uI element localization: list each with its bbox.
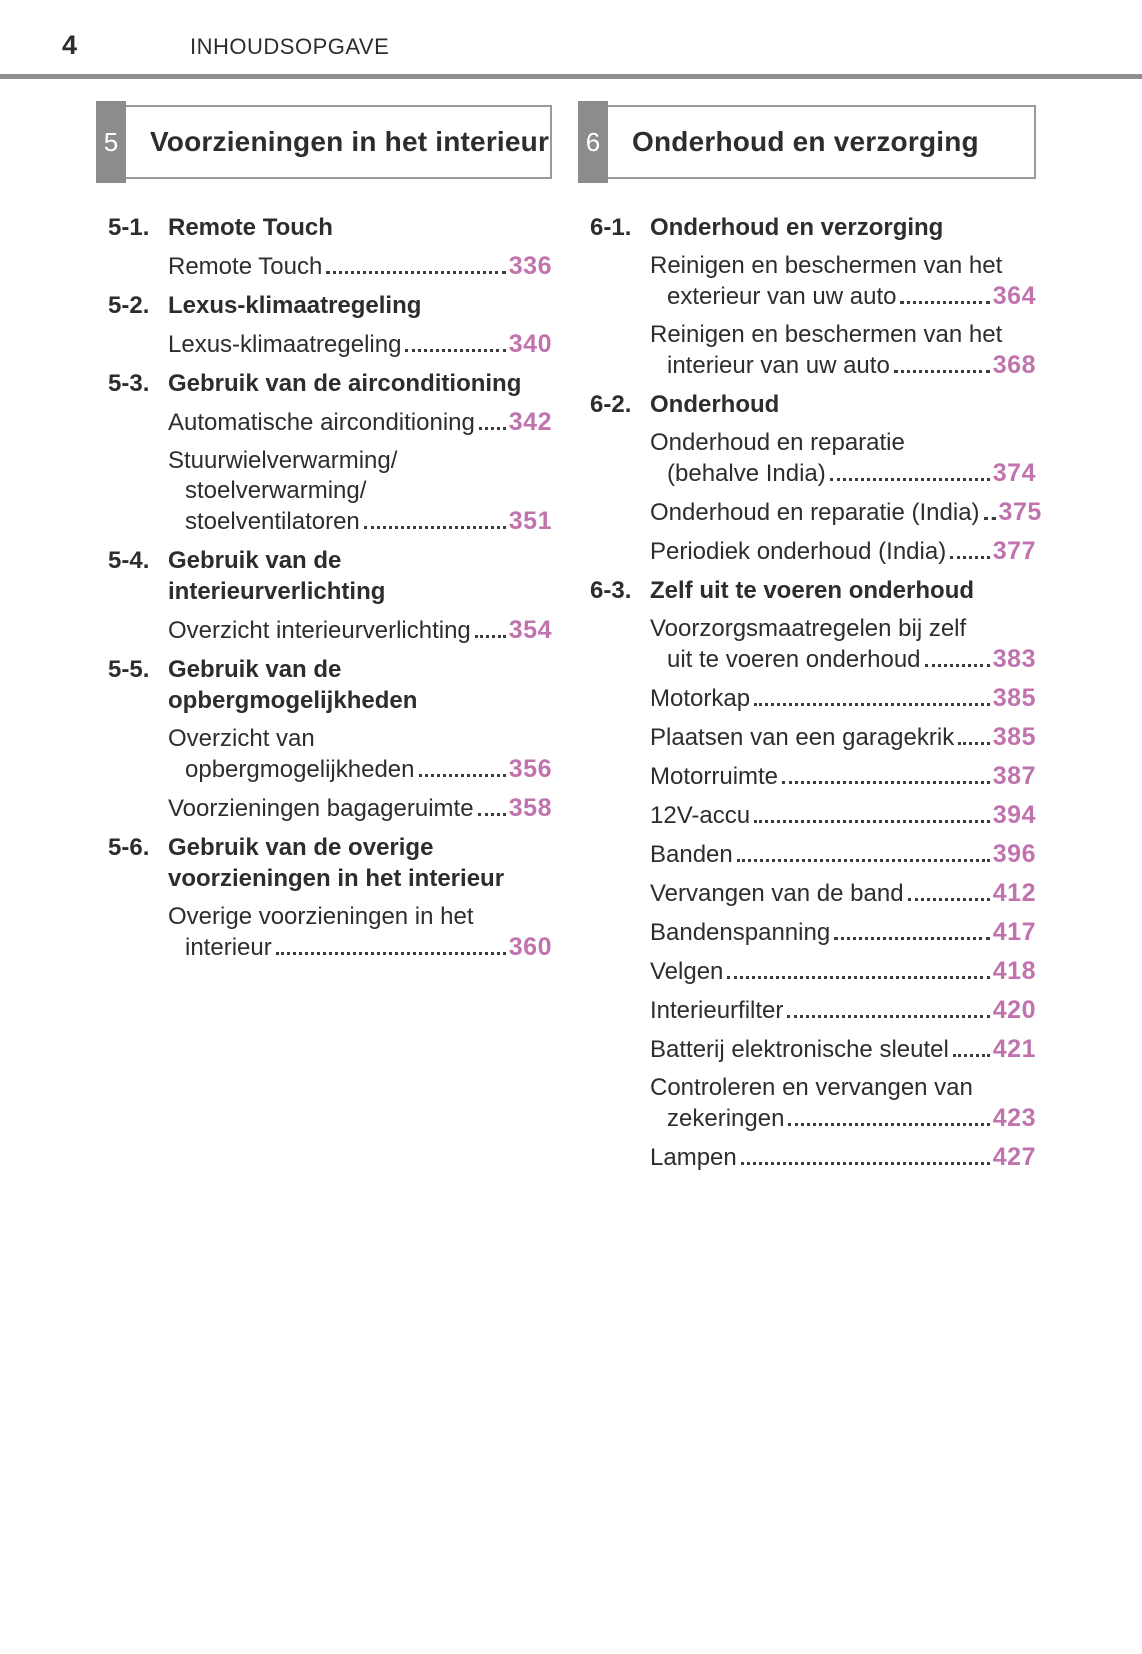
section-body (168, 290, 552, 368)
entry-text: uit te voeren onderhoud (667, 646, 921, 673)
dot-leader (741, 1162, 990, 1165)
toc-section (578, 212, 1036, 389)
chapter-number: 5 (103, 127, 119, 157)
toc-entry[interactable] (650, 1142, 1036, 1173)
entry-page-number: 394 (992, 801, 1036, 829)
toc-section (96, 212, 552, 290)
entry-line-with-page (650, 350, 1036, 381)
toc-entry[interactable] (650, 614, 1036, 675)
toc-column-chapter-5 (96, 105, 552, 1181)
entry-page-number: 358 (508, 794, 552, 822)
section-title-line: Gebruik van de airconditioning (168, 370, 522, 397)
section-number: 5-4. (108, 547, 150, 574)
toc-entry[interactable] (650, 722, 1036, 753)
toc-entry[interactable] (650, 917, 1036, 948)
entry-text: exterieur van uw auto (667, 283, 897, 310)
entry-text: Interieurfilter (650, 997, 784, 1024)
section-title-line: voorzieningen in het interieur (168, 865, 505, 892)
entry-text: Periodiek onderhoud (India) (650, 538, 947, 565)
toc-section (96, 368, 552, 545)
entry-page-number: 342 (508, 408, 552, 436)
entry-line: Reinigen en beschermen van het (650, 252, 1003, 279)
dot-leader (925, 664, 990, 667)
entry-line: Overzicht van (168, 725, 315, 752)
toc-section (578, 389, 1042, 575)
section-title (168, 212, 552, 243)
entry-page-number: 364 (992, 282, 1036, 310)
section-number: 5-6. (108, 834, 150, 861)
toc-entry[interactable] (650, 761, 1036, 792)
toc-entry[interactable] (650, 1034, 1036, 1065)
entry-page-number: 356 (508, 755, 552, 783)
entry-text: Velgen (650, 958, 724, 985)
toc-section (96, 545, 552, 654)
dot-leader (419, 774, 506, 777)
entry-page-number: 377 (992, 537, 1036, 565)
section-title (650, 212, 1036, 243)
section-title-line: Lexus-klimaatregeling (168, 292, 422, 319)
entry-line: Stuurwielverwarming/ (168, 447, 398, 474)
entry-line-with-page (650, 956, 1036, 987)
dot-leader (782, 781, 990, 784)
entry-text: Banden (650, 841, 733, 868)
toc-entry[interactable] (650, 683, 1036, 714)
entry-line: Reinigen en beschermen van het (650, 321, 1003, 348)
entry-text: Voorzieningen bagageruimte (168, 795, 474, 822)
section-title (168, 290, 552, 321)
section-body (168, 832, 552, 971)
entry-line-with-page (650, 839, 1036, 870)
entry-line-with-page (650, 536, 1036, 567)
chapter-number: 6 (585, 127, 601, 157)
entry-text: interieur van uw auto (667, 352, 890, 379)
entry-text: Vervangen van de band (650, 880, 904, 907)
entry-page-number: 423 (992, 1104, 1036, 1132)
chapter-number-tab (578, 101, 608, 183)
entry-line-with-page (650, 995, 1036, 1026)
entry-line-with-page (650, 1034, 1036, 1065)
entry-text: Onderhoud en reparatie (India) (650, 499, 980, 526)
entry-page-number: 351 (508, 507, 552, 535)
entry-text: opbergmogelijkheden (185, 756, 415, 783)
section-entries (168, 724, 552, 824)
entry-text: (behalve India) (667, 460, 826, 487)
section-title (168, 832, 552, 894)
dot-leader (276, 952, 506, 955)
entry-page-number: 354 (508, 616, 552, 644)
entry-page-number: 420 (992, 996, 1036, 1024)
section-number: 5-5. (108, 656, 150, 683)
entry-text: 12V-accu (650, 802, 751, 829)
entry-page-number: 340 (508, 330, 552, 358)
entry-line-with-page (650, 761, 1036, 792)
entry-line-with-page (650, 878, 1036, 909)
toc-entry[interactable] (168, 251, 552, 282)
section-entries (168, 407, 552, 537)
section-entries (168, 329, 552, 360)
entry-line-with-page (168, 407, 552, 438)
entry-line: Overige voorzieningen in het (168, 903, 474, 930)
dot-leader (475, 635, 506, 638)
entry-text: Lampen (650, 1144, 737, 1171)
section-body (650, 212, 1036, 389)
toc-entry[interactable] (650, 536, 1036, 567)
entry-line-with-page (650, 1103, 1036, 1134)
section-number: 5-1. (108, 214, 150, 241)
section-title (168, 368, 552, 399)
entry-page-number: 418 (992, 957, 1036, 985)
chapter-number-tab (96, 101, 126, 183)
toc-entry[interactable] (650, 878, 1036, 909)
section-title-line: interieurverlichting (168, 578, 386, 605)
toc-entry[interactable] (168, 615, 552, 646)
section-entries (650, 428, 1042, 567)
entry-line-with-page (650, 281, 1036, 312)
entry-line-with-page (650, 458, 1036, 489)
entry-page-number: 385 (992, 723, 1036, 751)
toc-entry[interactable] (168, 329, 552, 360)
section-body (650, 389, 1042, 575)
toc-section (578, 575, 1036, 1181)
toc-entry[interactable] (650, 497, 1042, 528)
chapter-title: Onderhoud en verzorging (632, 126, 979, 157)
chapter-box (578, 105, 1036, 179)
dot-leader (478, 813, 506, 816)
entry-text: Bandenspanning (650, 919, 831, 946)
dot-leader (737, 859, 990, 862)
dot-leader (727, 976, 989, 979)
section-entries (168, 615, 552, 646)
toc-entry[interactable] (650, 839, 1036, 870)
section-entries (168, 251, 552, 282)
entry-page-number: 396 (992, 840, 1036, 868)
entry-page-number: 375 (998, 498, 1042, 526)
entry-line: Controleren en vervangen van (650, 1074, 973, 1101)
section-body (168, 368, 552, 545)
entry-text: Motorruimte (650, 763, 779, 790)
toc-section (96, 654, 552, 832)
entry-line-with-page (650, 917, 1036, 948)
entry-text: Batterij elektronische sleutel (650, 1036, 949, 1063)
entry-line-with-page (168, 793, 552, 824)
dot-leader (950, 556, 990, 559)
entry-text: Motorkap (650, 685, 751, 712)
dot-leader (754, 703, 990, 706)
section-body (650, 575, 1036, 1181)
toc-entry[interactable] (650, 428, 1036, 489)
section-title-line: Gebruik van de (168, 547, 342, 574)
section-title (650, 575, 1036, 606)
section-entries (168, 902, 552, 963)
toc-entry[interactable] (650, 956, 1036, 987)
dot-leader (830, 478, 990, 481)
section-title-line: opbergmogelijkheden (168, 687, 418, 714)
entry-page-number: 417 (992, 918, 1036, 946)
header-rule (0, 74, 1142, 79)
toc-section (96, 832, 552, 971)
dot-leader (364, 526, 506, 529)
entry-line-with-page (650, 800, 1036, 831)
entry-line-with-page (650, 1142, 1036, 1173)
page-number: 4 (62, 30, 79, 60)
section-title (168, 654, 552, 716)
entry-page-number: 374 (992, 459, 1036, 487)
entry-text: Lexus-klimaatregeling (168, 331, 402, 358)
section-entries (650, 614, 1036, 1173)
entry-line-with-page (168, 754, 552, 785)
dot-leader (984, 517, 996, 520)
page-header (0, 0, 1142, 61)
dot-leader (787, 1015, 989, 1018)
section-title (650, 389, 1036, 420)
chapter-title: Voorzieningen in het interieur (150, 126, 550, 157)
section-body (168, 545, 552, 654)
entry-line-with-page (168, 932, 552, 963)
section-title-line: Zelf uit te voeren onderhoud (650, 577, 975, 604)
entry-text: stoelventilatoren (185, 508, 360, 535)
entry-line: stoelverwarming/ (185, 477, 367, 504)
section-title-line: Gebruik van de overige (168, 834, 434, 861)
dot-leader (908, 898, 990, 901)
entry-line-with-page (168, 506, 552, 537)
entry-page-number: 427 (992, 1143, 1036, 1171)
section-number: 5-3. (108, 370, 150, 397)
entry-page-number: 412 (992, 879, 1036, 907)
dot-leader (326, 271, 505, 274)
page-title: INHOUDSOPGAVE (190, 34, 390, 59)
toc-entry[interactable] (650, 1073, 1036, 1134)
toc-entry[interactable] (168, 407, 552, 438)
section-body (168, 654, 552, 832)
section-title-line: Onderhoud en verzorging (650, 214, 944, 241)
dot-leader (788, 1123, 989, 1126)
dot-leader (958, 742, 990, 745)
section-number: 6-1. (590, 214, 632, 241)
entry-text: zekeringen (667, 1105, 785, 1132)
entry-line: Onderhoud en reparatie (650, 429, 905, 456)
dot-leader (479, 427, 506, 430)
section-number: 6-2. (590, 391, 632, 418)
chapter-box (96, 105, 552, 179)
entry-page-number: 368 (992, 351, 1036, 379)
toc-entry[interactable] (168, 446, 552, 537)
toc-entry[interactable] (168, 902, 552, 963)
toc-entry[interactable] (168, 793, 552, 824)
entry-text: interieur (185, 934, 272, 961)
entry-line-with-page (168, 615, 552, 646)
section-title-line: Onderhoud (650, 391, 780, 418)
dot-leader (834, 937, 990, 940)
entry-text: Automatische airconditioning (168, 409, 475, 436)
section-title (168, 545, 552, 607)
dot-leader (894, 370, 990, 373)
entry-line-with-page (650, 644, 1036, 675)
entry-line-with-page (168, 329, 552, 360)
toc-section (96, 290, 552, 368)
entry-page-number: 387 (992, 762, 1036, 790)
entry-page-number: 421 (992, 1035, 1036, 1063)
toc-entry[interactable] (650, 251, 1036, 312)
toc-entry[interactable] (650, 320, 1036, 381)
section-entries (650, 251, 1036, 381)
section-number: 6-3. (590, 577, 632, 604)
toc-columns (0, 105, 1142, 1181)
section-number: 5-2. (108, 292, 150, 319)
dot-leader (405, 349, 505, 352)
toc-column-chapter-6 (578, 105, 1042, 1181)
entry-line-with-page (650, 683, 1036, 714)
entry-line-with-page (650, 497, 1042, 528)
entry-page-number: 336 (508, 252, 552, 280)
section-title-line: Gebruik van de (168, 656, 342, 683)
chapter-sections (96, 212, 552, 971)
entry-text: Plaatsen van een garagekrik (650, 724, 955, 751)
entry-line: Voorzorgsmaatregelen bij zelf (650, 615, 967, 642)
entry-page-number: 360 (508, 933, 552, 961)
section-body (168, 212, 552, 290)
entry-text: Overzicht interieurverlichting (168, 617, 471, 644)
toc-entry[interactable] (650, 800, 1036, 831)
toc-entry[interactable] (168, 724, 552, 785)
section-title-line: Remote Touch (168, 214, 333, 241)
entry-text: Remote Touch (168, 253, 323, 280)
dot-leader (754, 820, 990, 823)
dot-leader (900, 301, 989, 304)
entry-line-with-page (650, 722, 1036, 753)
dot-leader (953, 1054, 990, 1057)
entry-page-number: 383 (992, 645, 1036, 673)
chapter-sections (578, 212, 1042, 1181)
entry-page-number: 385 (992, 684, 1036, 712)
toc-entry[interactable] (650, 995, 1036, 1026)
entry-line-with-page (168, 251, 552, 282)
